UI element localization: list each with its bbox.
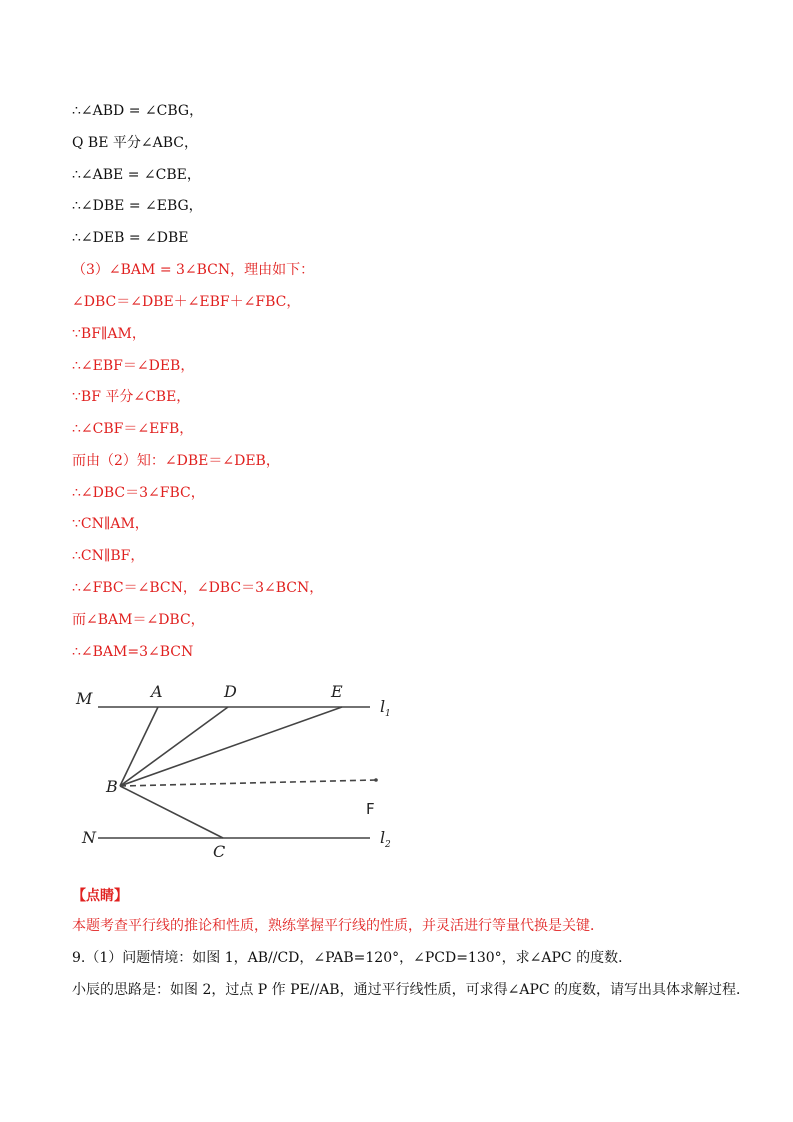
segment-bf-dashed xyxy=(120,780,376,786)
geometry-figure xyxy=(70,678,410,863)
label-f: F xyxy=(366,800,375,818)
segment-bd xyxy=(120,707,228,786)
label-d: D xyxy=(224,682,237,701)
label-e: E xyxy=(331,682,343,701)
label-a: A xyxy=(151,682,163,701)
label-l2: l xyxy=(380,828,386,847)
label-l1: l xyxy=(380,697,386,716)
solution-line: ∴∠BAM=3∠BCN xyxy=(72,644,194,660)
solution-line: ∠DBC＝∠DBE＋∠EBF＋∠FBC， xyxy=(72,294,301,310)
solution-line: ∴∠DEB = ∠DBE xyxy=(72,230,189,246)
solution-line: （3）∠BAM = 3∠BCN，理由如下： xyxy=(72,262,315,278)
solution-line: ∴∠FBC＝∠BCN，∠DBC＝3∠BCN， xyxy=(72,580,324,596)
label-c: C xyxy=(213,842,226,861)
solution-line: ∴∠DBE = ∠EBG， xyxy=(72,198,203,214)
label-b: B xyxy=(106,777,118,796)
review-text: 本题考查平行线的推论和性质，熟练掌握平行线的性质，并灵活进行等量代换是关键． xyxy=(72,918,604,934)
solution-line: ∴∠ABD = ∠CBG， xyxy=(72,103,204,119)
problem-line-1: 9.（1）问题情境：如图 1，AB//CD，∠PAB=120°，∠PCD=130°，求∠APC 的度数． xyxy=(72,950,633,966)
solution-line: ∵BF 平分∠CBE， xyxy=(72,389,191,405)
solution-line: ∵CN∥AM， xyxy=(72,516,149,532)
point-f-marker xyxy=(374,778,378,782)
solution-line: 而∠BAM＝∠DBC， xyxy=(72,612,205,628)
segment-be xyxy=(120,707,342,786)
solution-line: ∴∠EBF＝∠DEB， xyxy=(72,358,195,374)
segment-bc xyxy=(120,786,223,838)
label-l2-subscript: 2 xyxy=(385,840,391,850)
solution-line: 而由（2）知：∠DBE＝∠DEB， xyxy=(72,453,280,469)
solution-line: ∴∠DBC＝3∠FBC， xyxy=(72,485,205,501)
label-l1-subscript: 1 xyxy=(385,709,391,719)
label-n: N xyxy=(82,828,96,847)
problem-line-2: 小辰的思路是：如图 2，过点 P 作 PE//AB，通过平行线性质，可求得∠APC 的度数，请写出具体求解过程． xyxy=(72,982,751,998)
solution-line: ∴∠CBF＝∠EFB， xyxy=(72,421,194,437)
solution-line: ∴CN∥BF， xyxy=(72,548,145,564)
solution-line: Q BE 平分∠ABC， xyxy=(72,135,198,151)
solution-line: ∵BF∥AM， xyxy=(72,326,146,342)
label-m: M xyxy=(76,689,93,708)
solution-line: ∴∠ABE = ∠CBE， xyxy=(72,167,201,183)
review-heading: 【点睛】 xyxy=(72,888,128,904)
